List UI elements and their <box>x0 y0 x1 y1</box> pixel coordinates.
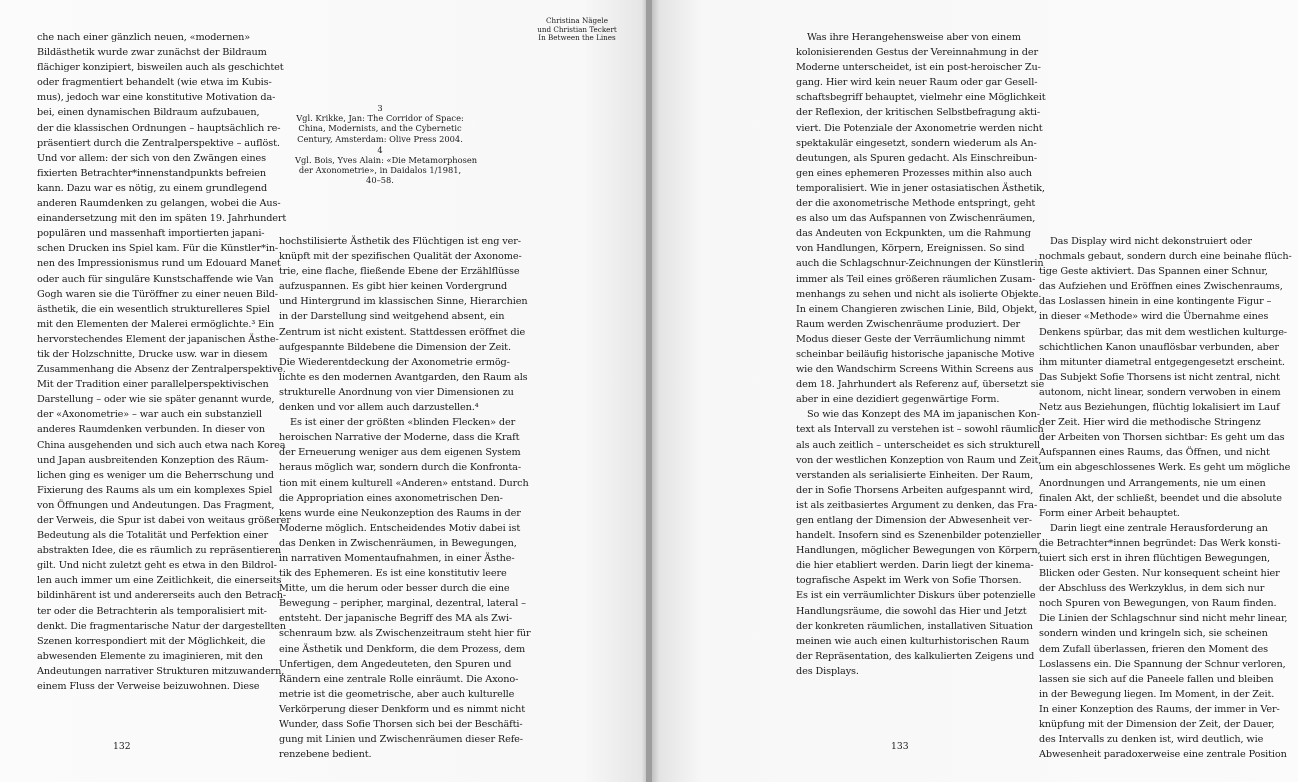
footnote-3 <box>295 103 465 144</box>
text-line: spektakulär eingesetzt, sondern wiederum als An- <box>796 137 1037 149</box>
paragraph <box>1039 234 1292 521</box>
page-number: 132 <box>113 741 131 752</box>
text-line: Blicken oder Gesten. Nur konsequent scheint hier <box>1039 568 1280 580</box>
text-line: che nach einer gänzlich neuen, «modernen» <box>37 32 251 43</box>
text-line: Die Wiederentdeckung der Axonometrie ermög- <box>279 356 510 368</box>
text-line: entsteht. Der japanische Begriff des MA als Zwi- <box>279 613 513 625</box>
text-line: in der Bewegung liegen. Im Moment, in der Zeit. <box>1039 688 1275 700</box>
text-line: schaftsbegriff behauptet, vielmehr eine Möglichkeit <box>796 92 1046 104</box>
text-line: um ein abgeschlossenes Werk. Es geht um mögliche <box>1039 462 1291 474</box>
paragraph <box>796 30 1046 407</box>
text-line: bei, einen dynamischen Bildraum aufzubauen, <box>37 107 260 119</box>
text-line: Unfertigen, dem Angedeuteten, den Spuren und <box>279 658 512 670</box>
text-line: kens wurde eine Neukonzeption des Raums in der <box>279 507 521 519</box>
text-line: Das Subjekt Sofie Thorsens ist nicht zentral, nicht <box>1039 371 1280 383</box>
text-line: das Denken in Zwischenräumen, in Bewegungen, <box>279 537 517 549</box>
text-line: schen Drucken ins Spiel kam. Für die Künstler*in- <box>37 243 279 255</box>
left-page <box>0 0 648 782</box>
paragraph <box>37 30 291 694</box>
text-line: Handlungsräume, die sowohl das Hier und Jetzt <box>796 605 1027 617</box>
text-line: gang. Hier wird kein neuer Raum oder gar Gesell- <box>796 77 1038 89</box>
text-line: dem 18. Jahrhundert als Referenz auf, übersetzt sie <box>796 379 1045 391</box>
text-line: die hier etabliert werden. Darin liegt der kinema- <box>796 560 1034 572</box>
text-line: Die Linien der Schlagschnur sind nicht mehr linear, <box>1039 613 1288 625</box>
text-line: hervorstechendes Element der japanischen Ästhe- <box>37 333 279 345</box>
text-line: Mit der Tradition einer parallelperspektivischen <box>37 379 269 391</box>
text-line: heraus möglich war, sondern durch die Konfronta- <box>279 462 521 474</box>
text-line: mus), jedoch war eine konstitutive Motivation da- <box>37 92 276 104</box>
text-line: gilt. Und nicht zuletzt geht es etwa in den Bildrol- <box>37 560 277 572</box>
text-line: Moderne unterscheidet, ist ein post-heroischer Zu- <box>796 62 1041 74</box>
text-line: der Erneuerung weniger aus dem eigenen System <box>279 447 521 459</box>
text-line: und Hintergrund im klassischen Sinne, Hierarchien <box>279 296 528 308</box>
text-line: in dieser «Methode» wird die Übernahme eines <box>1039 311 1269 323</box>
text-line: Handlungen, möglicher Bewegungen von Körpern, <box>796 545 1041 557</box>
footnote-number: 4 <box>377 144 383 155</box>
footnote-number: 3 <box>377 103 383 113</box>
running-head-line: In Between the Lines <box>538 33 616 43</box>
footnote-line: Vgl. Krikke, Jan: The Corridor of Space: <box>296 113 464 124</box>
text-line: kolonisierenden Gestus der Vereinnahmung in der <box>796 47 1038 59</box>
text-line: viert. Die Potenziale der Axonometrie werden nicht <box>796 122 1043 134</box>
right-page <box>650 0 1298 782</box>
text-line: das Andeuten von Eckpunkten, um die Rahmung <box>796 228 1031 240</box>
text-line: abwesenden Elemente zu imaginieren, mit den <box>37 650 263 662</box>
text-line: Mitte, um die herum oder besser durch die eine <box>279 583 510 595</box>
text-line: hochstilisierte Ästhetik des Flüchtigen ist eng ver- <box>279 236 521 247</box>
text-line: Was ihre Herangehensweise aber von einem <box>807 32 1021 43</box>
text-line: tige Geste aktiviert. Das Spannen einer Schnur, <box>1039 266 1268 278</box>
text-line: lichen ging es weniger um die Beherrschung und <box>37 469 274 481</box>
text-line: Raum werden Zwischenräume produziert. Der <box>796 318 1021 330</box>
text-line: in narrativen Momentaufnahmen, in einer Ästhe- <box>279 552 515 564</box>
text-line: ist als zeitbasiertes Argument zu denken, das Fra- <box>796 499 1038 511</box>
text-line: aber in eine dezidiert gegenwärtige Form. <box>796 394 1000 406</box>
text-line: Bewegung – peripher, marginal, dezentral, lateral – <box>279 598 526 610</box>
text-line: eine Ästhetik und Denkform, die dem Prozess, dem <box>279 643 526 655</box>
text-line: Modus dieser Geste der Verräumlichung nimmt <box>796 333 1025 345</box>
text-line: Es ist ein verräumlichter Diskurs über potenzielle <box>796 590 1036 602</box>
text-column-left-2 <box>279 234 531 762</box>
text-line: renzebene bedient. <box>279 749 372 761</box>
text-line: Fixierung des Raums als um ein komplexes Spiel <box>37 484 273 496</box>
paragraph <box>279 415 531 762</box>
text-line: gen entlang der Dimension der Abwesenheit ver- <box>796 515 1032 526</box>
text-line: tografische Aspekt im Werk von Sofie Thorsen. <box>796 575 1022 587</box>
text-line: fixierten Betrachter*innenstandpunkts befreien <box>37 167 267 179</box>
text-line: flächiger konzipiert, bisweilen auch als geschichtet <box>37 62 284 74</box>
text-line: der Repräsentation, des kalkulierten Zeigens und <box>796 650 1035 662</box>
text-line: Netz aus Beziehungen, flüchtig lokalisiert im Lauf <box>1039 402 1280 414</box>
text-line: kann. Dazu war es nötig, zu einem grundlegend <box>37 182 268 194</box>
text-line: der Verweis, die Spur ist dabei von weitaus größerer <box>37 515 291 526</box>
text-line: in der Darstellung sind weitgehend absent, ein <box>279 311 505 323</box>
text-line: China ausgehenden und sich auch etwa nach Korea <box>37 439 286 451</box>
text-line: der die klassischen Ordnungen – hauptsächlich re- <box>37 122 281 134</box>
text-line: nochmals gebaut, sondern durch eine beinahe flüch- <box>1039 251 1292 263</box>
text-line: der die axonometrische Methode entspringt, geht <box>796 198 1036 210</box>
text-line: scheinbar beiläufig historische japanische Motive <box>796 348 1035 360</box>
text-line: autonom, nicht linear, sondern verwoben in einem <box>1039 386 1281 398</box>
text-line: der Zeit. Hier wird die methodische Stringenz <box>1039 417 1261 429</box>
footnote-line: China, Modernists, and the Cybernetic <box>298 123 462 134</box>
text-line: meinen wie auch einen kulturhistorischen Raum <box>796 635 1030 647</box>
text-line: präsentiert durch die Zentralperspektive – auflöst. <box>37 137 280 149</box>
text-line: denkt. Die fragmentarische Natur der dargestellten <box>37 620 286 632</box>
text-line: ter oder die Betrachterin als temporalisiert mit- <box>37 605 267 617</box>
text-line: sondern winden und kringeln sich, sie scheinen <box>1039 628 1268 640</box>
text-column-right-2 <box>1039 234 1292 762</box>
text-line: immer als Teil eines größeren räumlichen Zusam- <box>796 273 1036 285</box>
text-line: lichte es den modernen Avantgarden, den Raum als <box>279 371 528 383</box>
text-line: schenraum bzw. als Zwischenzeitraum steht hier für <box>279 628 531 640</box>
text-line: populären und massenhaft importierten japani- <box>37 228 265 240</box>
text-line: trie, eine flache, fließende Ebene der Erzählflüsse <box>279 266 520 278</box>
text-line: Denkens spürbar, das mit dem westlichen kulturge- <box>1039 326 1287 338</box>
text-line: mit den Elementen der Malerei ermöglichte.³ Ein <box>37 318 275 330</box>
text-line: noch Spuren von Bewegungen, von Raum finden. <box>1039 598 1277 610</box>
text-line: Zentrum ist nicht existent. Stattdessen eröffnet die <box>279 326 526 338</box>
text-line: oder fragmentiert behandelt (wie etwa im Kubis- <box>37 77 272 89</box>
text-line: len auch immer um eine Zeitlichkeit, die einerseits <box>37 575 282 587</box>
text-line: text als Intervall zu verstehen ist – sowohl räumlich <box>796 424 1044 436</box>
text-line: des Displays. <box>796 665 859 677</box>
text-line: In einer Konzeption des Raums, der immer in Ver- <box>1039 703 1280 715</box>
text-line: Form einer Arbeit behauptet. <box>1039 507 1180 519</box>
text-line: schichtlichen Kanon unauflösbar verbunden, aber <box>1039 341 1279 353</box>
text-line: Es ist einer der größten «blinden Flecken» der <box>290 417 516 429</box>
text-line: temporalisiert. Wie in jener ostasiatischen Ästhetik, <box>796 182 1045 194</box>
text-line: der Abschluss des Werkzyklus, in dem sich nur <box>1039 583 1265 595</box>
text-line: knüpft mit der spezifischen Qualität der Axonome- <box>279 251 522 263</box>
text-line: einem Fluss der Verweise beizuwohnen. Diese <box>37 681 260 693</box>
text-line: nen des Impressionismus rund um Edouard Manet <box>37 258 281 270</box>
running-head <box>522 17 632 43</box>
text-line: aufzuspannen. Es gibt hier keinen Vordergrund <box>279 281 508 293</box>
text-line: es also um das Aufspannen von Zwischenräumen, <box>796 213 1036 225</box>
paragraph <box>796 407 1046 679</box>
footnote-line: 40–58. <box>366 175 394 186</box>
text-line: Darstellung – oder wie sie später genannt wurde, <box>37 394 275 406</box>
text-line: und Japan ausbreitenden Konzeption des Räum- <box>37 454 269 466</box>
text-column-right-1 <box>796 30 1046 679</box>
text-line: finalen Akt, der schließt, beendet und die absolute <box>1039 492 1282 504</box>
text-line: bildinhärent ist und andererseits auch den Betrach- <box>37 590 287 602</box>
text-line: heroischen Narrative der Moderne, dass die Kraft <box>279 432 520 444</box>
text-line: dem Zufall überlassen, frieren den Moment des <box>1039 643 1268 655</box>
text-line: denken und vor allem auch darzustellen.⁴ <box>279 402 479 414</box>
book-gutter <box>646 0 652 782</box>
text-line: einandersetzung mit den im späten 19. Jahrhundert <box>37 213 287 225</box>
text-line: Bedeutung als die Totalität und Perfektion einer <box>37 530 268 542</box>
text-line: Aufspannen eines Raums, das Öffnen, und nicht <box>1039 447 1270 459</box>
text-line: als auch zeitlich – unterscheidet es sich strukturell <box>796 439 1041 451</box>
text-line: In einem Changieren zwischen Linie, Bild, Objekt, <box>796 303 1038 315</box>
text-line: Gogh waren sie die Türöffner zu einer neuen Bild- <box>37 288 278 300</box>
text-line: verstanden als serialisierte Einheiten. Der Raum, <box>796 469 1034 481</box>
text-line: die Appropriation eines axonometrischen Den- <box>279 492 503 504</box>
text-line: ästhetik, die ein wesentlich strukturelleres Spiel <box>37 303 270 315</box>
footnotes <box>295 103 478 187</box>
text-line: Wunder, dass Sofie Thorsen sich bei der Beschäfti- <box>279 719 523 730</box>
text-line: Andeutungen narrativer Strukturen mitzuwandern, <box>37 665 285 677</box>
text-line: tion mit einem kulturell «Anderen» entstand. Durch <box>279 477 529 489</box>
text-line: Darin liegt eine zentrale Herausforderung an <box>1050 522 1268 534</box>
text-line: So wie das Konzept des MA im japanischen Kon- <box>807 409 1040 421</box>
text-line: aufgespannte Bildebene die Dimension der Zeit. <box>279 341 511 353</box>
text-line: ihm mitunter diametral entgegengesetzt erscheint. <box>1039 356 1285 368</box>
paragraph <box>1039 521 1292 763</box>
text-line: Bildästhetik wurde zwar zunächst der Bildraum <box>37 47 267 59</box>
text-line: strukturelle Anordnung von vier Dimensionen zu <box>279 386 514 398</box>
text-line: abstrakten Idee, die es räumlich zu repräsentieren <box>37 545 282 557</box>
text-line: tik des Ephemeren. Es ist eine konstitutiv leere <box>279 568 507 580</box>
text-line: tuiert sich erst in ihren flüchtigen Bewegungen, <box>1039 552 1271 564</box>
text-line: Anordnungen und Arrangements, nie um einen <box>1039 477 1266 489</box>
text-line: gen eines ephemeren Prozesses mithin also auch <box>796 167 1032 179</box>
text-line: das Aufziehen und Eröffnen eines Zwischenraums, <box>1039 281 1283 293</box>
text-line: anderes Raumdenken verbunden. In dieser von <box>37 424 266 436</box>
text-line: deutungen, als Spuren gedacht. Als Einschreibun- <box>796 152 1038 164</box>
text-line: metrie ist die geometrische, aber auch kulturelle <box>279 688 515 700</box>
text-column-left-1 <box>37 30 291 694</box>
text-line: handelt. Insofern sind es Szenenbilder potenzieller <box>796 530 1041 542</box>
text-line: des Intervalls zu denken ist, wird deutlich, wie <box>1039 734 1264 746</box>
text-line: der Reflexion, der kritischen Selbstbefragung akti- <box>796 107 1041 119</box>
text-line: knüpfung mit der Dimension der Zeit, der Dauer, <box>1039 719 1275 730</box>
text-line: Verkörperung dieser Denkform und es nimmt nicht <box>279 703 525 715</box>
text-line: die Betrachter*innen begründet: Das Werk konsti- <box>1039 537 1281 549</box>
text-line: Abwesenheit paradoxerweise eine zentrale Position <box>1039 749 1287 761</box>
paragraph <box>279 234 531 415</box>
text-line: von der westlichen Konzeption von Raum und Zeit, <box>796 454 1042 466</box>
running-head-line: Christina Nägele <box>546 16 608 25</box>
footnote-line: der Axonometrie», in Daidalos 1/1981, <box>298 165 462 176</box>
text-line: gung mit Linien und Zwischenräumen dieser Refe- <box>279 734 523 746</box>
text-line: auch die Schlagschnur-Zeichnungen der Künstlerin <box>796 258 1044 270</box>
text-line: Moderne möglich. Entscheidendes Motiv dabei ist <box>279 522 521 534</box>
text-line: lassen sie sich auf die Paneele fallen und bleiben <box>1039 673 1274 685</box>
footnote-line: Century, Amsterdam: Olive Press 2004. <box>297 133 463 144</box>
text-line: von Öffnungen und Andeutungen. Das Fragment, <box>37 499 275 511</box>
text-line: von Handlungen, Körpern, Ereignissen. So sind <box>796 243 1025 255</box>
text-line: der «Axonometrie» – war auch ein substanziell <box>37 409 262 421</box>
text-line: Rändern eine zentrale Rolle einräumt. Die Axono- <box>279 673 519 685</box>
page-number: 133 <box>891 741 909 752</box>
running-head-line: und Christian Teckert <box>537 24 617 34</box>
text-line: das Loslassen hinein in eine kontingente Figur – <box>1039 296 1272 308</box>
text-line: wie den Wandschirm Screens Within Screens aus <box>796 364 1034 376</box>
text-line: der in Sofie Thorsens Arbeiten aufgespannt wird, <box>796 484 1034 496</box>
footnote-line: Vgl. Bois, Yves Alain: «Die Metamorphosen <box>295 155 478 166</box>
text-line: oder auch für singuläre Kunstschaffende wie Van <box>37 273 274 285</box>
text-line: Loslassens ein. Die Spannung der Schnur verloren, <box>1039 658 1286 670</box>
text-line: Das Display wird nicht dekonstruiert oder <box>1050 236 1252 247</box>
text-line: menhangs zu sehen und nicht als isolierte Objekte. <box>796 288 1042 300</box>
text-line: Szenen korrespondiert mit der Möglichkeit, die <box>37 635 266 647</box>
text-line: Zusammenhang die Absenz der Zentralperspektive. <box>37 364 286 376</box>
text-line: anderen Raumdenken zu gelangen, wobei die Aus- <box>37 198 281 210</box>
text-line: der konkreten räumlichen, installativen Situation <box>796 620 1033 632</box>
text-line: der Arbeiten von Thorsen sichtbar: Es geht um das <box>1039 432 1285 444</box>
footnote-4 <box>295 144 478 186</box>
text-line: Und vor allem: der sich von den Zwängen eines <box>37 152 266 164</box>
text-line: tik der Holzschnitte, Drucke usw. war in diesem <box>37 348 268 360</box>
